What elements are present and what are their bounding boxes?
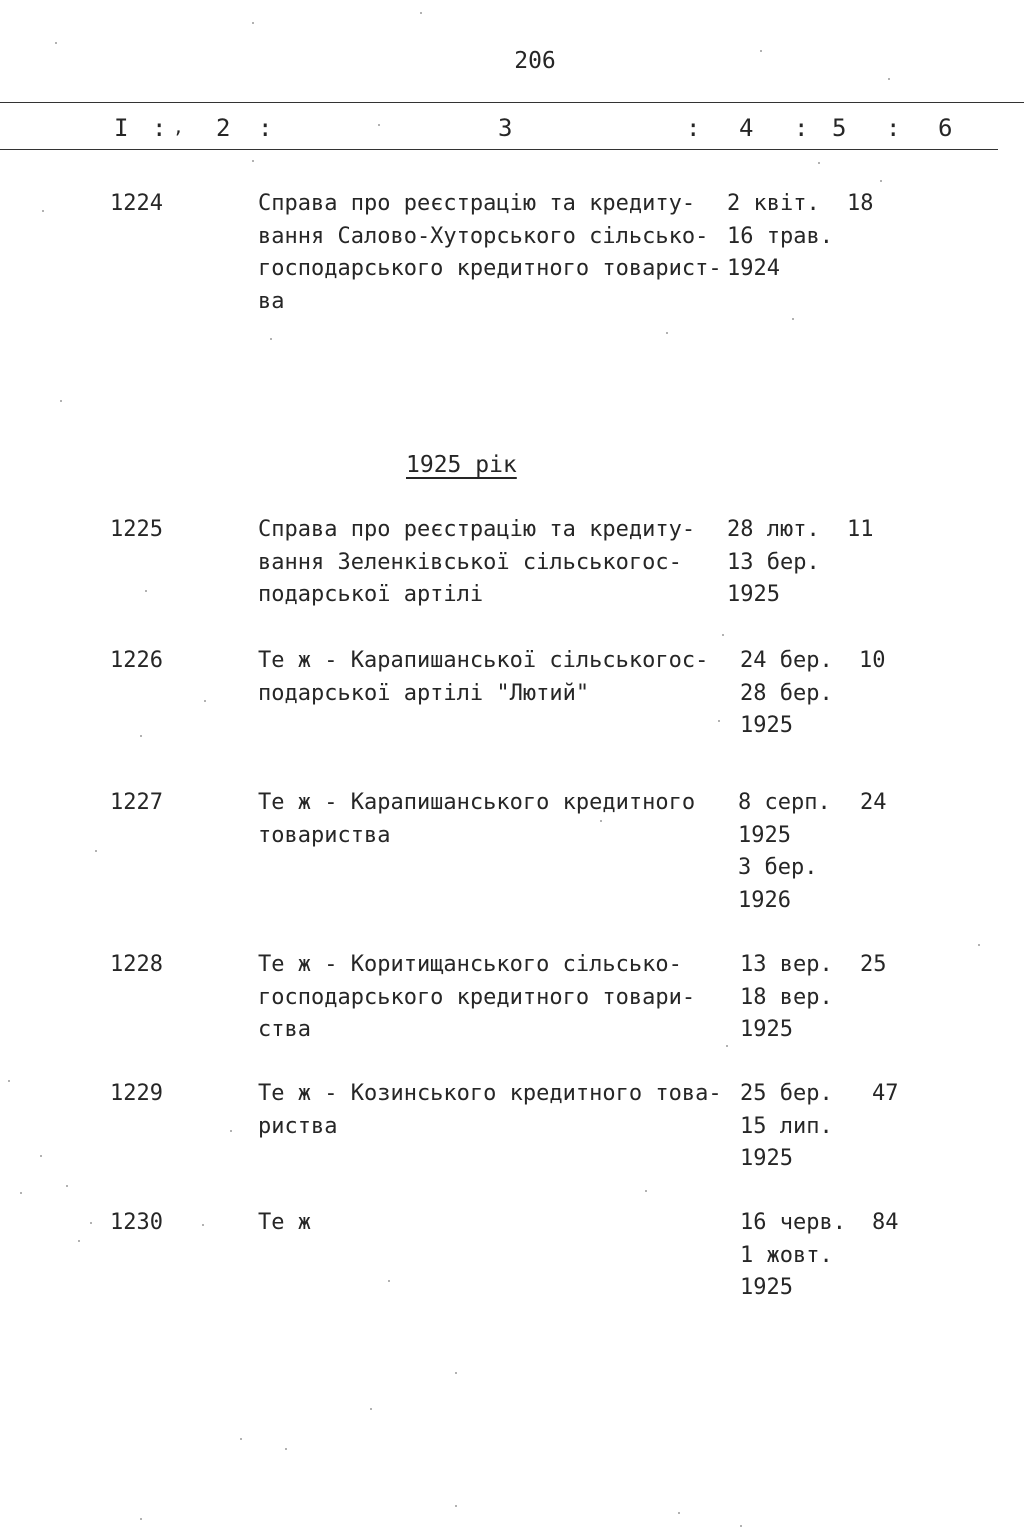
record-dates: 25 бер. 15 лип. 1925 — [740, 1081, 833, 1171]
column-separator: : — [258, 114, 273, 142]
scan-speck — [370, 1408, 372, 1410]
column-separator: , — [173, 117, 184, 138]
record-sheets: 47 — [872, 1081, 899, 1106]
scan-speck — [978, 944, 980, 946]
column-header-1: I — [114, 114, 129, 142]
column-separator: : — [886, 114, 901, 142]
column-header-4: 4 — [739, 114, 754, 142]
year-heading: 1925 рік — [406, 452, 517, 478]
scan-speck — [270, 338, 272, 340]
scan-speck — [388, 1280, 390, 1282]
scan-speck — [230, 1130, 232, 1132]
scan-speck — [880, 180, 882, 182]
scan-speck — [818, 162, 820, 164]
scan-speck — [90, 1222, 92, 1224]
record-sheets: 11 — [847, 517, 874, 542]
scan-speck — [420, 12, 422, 14]
record-sheets: 84 — [872, 1210, 899, 1235]
column-separator: : — [686, 114, 701, 142]
record-sheets: 25 — [860, 952, 887, 977]
scan-speck — [78, 1240, 80, 1242]
scan-speck — [666, 332, 668, 334]
column-header-6: 6 — [938, 114, 953, 142]
scan-speck — [378, 124, 380, 126]
scan-speck — [888, 78, 890, 80]
column-separator: : — [794, 114, 809, 142]
scan-speck — [66, 1185, 68, 1187]
record-sheets: 24 — [860, 790, 887, 815]
scan-speck — [792, 318, 794, 320]
scan-speck — [455, 1372, 457, 1374]
scan-speck — [740, 1525, 742, 1527]
column-header-5: 5 — [832, 114, 847, 142]
record-title: Справа про реєстрацію та кредиту- вання Салово-Хуторського сільсько- господарського кредитного товарист- ва — [258, 191, 722, 314]
header-rule-bottom — [0, 149, 998, 150]
scan-speck — [55, 42, 57, 44]
record-title: Те ж - Карапишанського кредитного товариства — [258, 790, 696, 848]
record-title: Те ж - Карапишанської сільськогос- подарської артілі "Лютий" — [258, 648, 709, 706]
record-number: 1227 — [110, 790, 163, 815]
record-dates: 8 серп. 1925 3 бер. 1926 — [738, 790, 831, 913]
record-dates: 13 вер. 18 вер. 1925 — [740, 952, 833, 1042]
record-sheets: 10 — [859, 648, 886, 673]
scan-speck — [202, 1224, 204, 1226]
scan-speck — [204, 700, 206, 702]
scan-speck — [455, 1505, 457, 1507]
scan-speck — [252, 22, 254, 24]
page-number: 206 — [514, 48, 556, 74]
record-number: 1230 — [110, 1210, 163, 1235]
scan-speck — [95, 850, 97, 852]
scan-speck — [645, 1190, 647, 1192]
record-number: 1228 — [110, 952, 163, 977]
scan-speck — [42, 210, 44, 212]
scan-speck — [240, 1438, 242, 1440]
scan-speck — [718, 720, 720, 722]
scan-speck — [760, 50, 762, 52]
record-title: Те ж — [258, 1210, 311, 1235]
record-sheets: 18 — [847, 191, 874, 216]
record-number: 1226 — [110, 648, 163, 673]
scan-speck — [8, 1080, 10, 1082]
record-dates: 24 бер. 28 бер. 1925 — [740, 648, 833, 738]
record-dates: 16 черв. 1 жовт. 1925 — [740, 1210, 846, 1300]
scan-speck — [140, 1518, 142, 1520]
record-title: Те ж - Козинського кредитного това- риства — [258, 1081, 722, 1139]
scan-speck — [20, 1192, 22, 1194]
scan-speck — [600, 820, 602, 822]
record-title: Те ж - Коритищанського сільсько- господарського кредитного товари- ства — [258, 952, 696, 1042]
scan-speck — [252, 160, 254, 162]
scan-speck — [285, 1448, 287, 1450]
column-header-2: 2 — [216, 114, 231, 142]
scan-speck — [726, 1045, 728, 1047]
record-number: 1229 — [110, 1081, 163, 1106]
column-header-3: 3 — [498, 114, 513, 142]
record-dates: 2 квіт. 16 трав. 1924 — [727, 191, 833, 281]
scan-speck — [722, 634, 724, 636]
scan-speck — [60, 400, 62, 402]
scan-speck — [678, 1512, 680, 1514]
column-separator: : — [152, 114, 167, 142]
scan-speck — [140, 735, 142, 737]
header-rule-top — [0, 102, 1024, 103]
record-number: 1224 — [110, 191, 163, 216]
record-dates: 28 лют. 13 бер. 1925 — [727, 517, 820, 607]
scan-speck — [40, 1155, 42, 1157]
record-title: Справа про реєстрацію та кредиту- вання Зеленківської сільськогос- подарської артілі — [258, 517, 696, 607]
record-number: 1225 — [110, 517, 163, 542]
scan-speck — [145, 590, 147, 592]
